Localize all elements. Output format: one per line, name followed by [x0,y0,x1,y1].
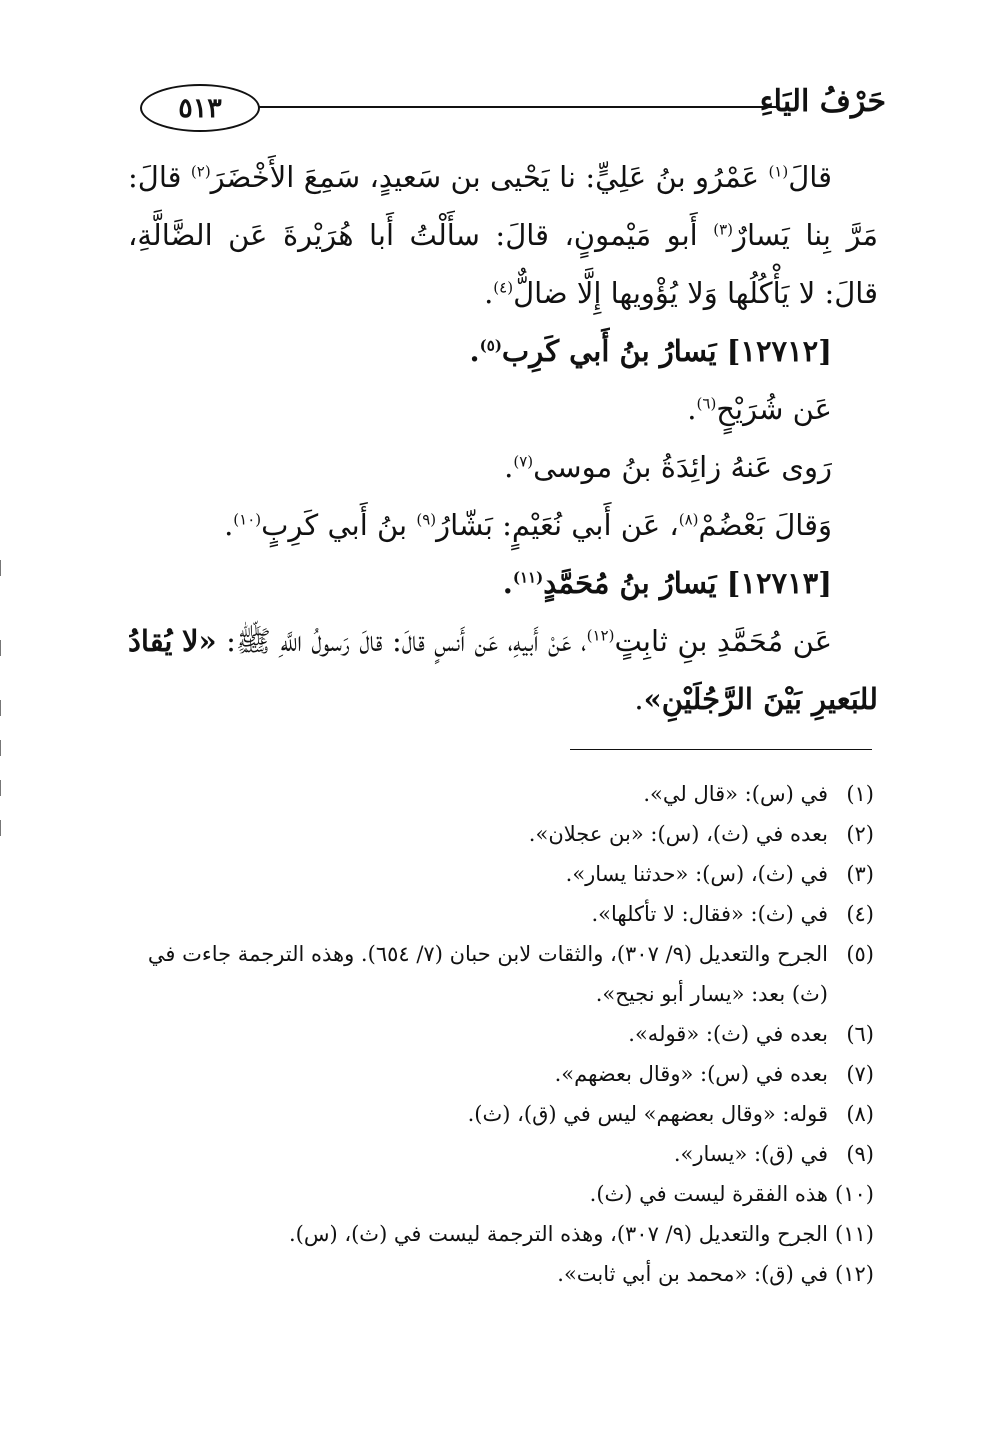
text-run: وَقالَ بَعْضُمْ [698,508,832,542]
footnote-number: (١١) [835,1222,874,1246]
text-run: . [687,392,697,426]
footnotes [124,774,874,1294]
text-run: . [484,276,494,310]
footnote-ref[interactable]: (٣) [713,220,734,239]
page-header [130,78,886,134]
footnote-text: بعده في (س): «وقال بعضهم». [554,1062,828,1086]
footnote-ref[interactable]: (٤) [493,278,514,297]
paragraph-hadith [128,612,878,728]
entry-title: [١٢٧١٣] يَسارُ بنُ مُحَمَّدٍ [543,566,832,600]
hadith-text: «لا [181,624,217,658]
text-run: قالَ [788,160,832,194]
margin-mark [0,700,1,716]
footnote-text: قوله: «وقال بعضهم» ليس في (ق)، (ث). [467,1102,828,1126]
footnote-number: (١٢) [835,1262,874,1286]
footnote-ref[interactable]: (١) [768,162,789,181]
text-run: يَسارٌ [733,218,790,252]
margin-mark [0,560,1,576]
entry-title: [١٢٧١٢] يَسارُ بنُ أَبي كَرِب [501,334,832,368]
footnote-text: الجرح والتعديل (٩/ ٣٠٧)، والثقات لابن حبان (٧/ ٦٥٤). وهذه الترجمة جاءت في [147,942,828,966]
text-run: يُؤْويها إِلَّا ضالٌّ [513,276,678,310]
footnote-text: في (ث): «فقال: لا تأكلها». [591,902,828,926]
footnote-number: (٢) [846,822,874,846]
footnote-number: (٨) [846,1102,874,1126]
text-run: أَبو مَيْمونٍ، قالَ: سأَلْتُ أَبا هُرَيْرةَ عَن الضَّالَّةِ، قالَ: لا يَأْكُلُها وَلا [128,218,878,310]
running-title: حَرْفُ اليَاءِ [759,84,886,119]
text-run: . [502,566,513,600]
footnote [124,814,874,854]
footnote-ref[interactable]: (٥) [479,336,502,355]
text-run: بنُ أَبي كَرِبٍ [261,508,417,542]
footnote [124,1014,874,1054]
footnote-ref[interactable]: (١٢) [586,626,615,645]
text-run: . [224,508,234,542]
text-run: رَوى عَنهُ زائِدَةُ بنُ موسى [533,450,832,484]
margin-mark [0,640,1,656]
footnote [124,934,874,974]
header-rule [258,106,778,108]
footnote-number: (٦) [846,1022,874,1046]
footnote [124,1254,874,1294]
footnote-ref[interactable]: (١١) [512,568,544,587]
text-run: عَن شُرَيْحٍ [716,392,832,426]
footnote-number: (١) [846,782,874,806]
footnote-number: (٤) [846,902,874,926]
entry-heading-12712 [128,322,878,380]
footnote-number: (٩) [846,1142,874,1166]
footnote [124,1094,874,1134]
hadith-text: يُقادُ للبَعيرِ بَيْنَ الرَّجُلَيْنِ» [128,624,878,716]
footnote-text: في (س): «قال لي». [643,782,828,806]
footnote [124,1174,874,1214]
footnote-number: (٧) [846,1062,874,1086]
footnote-text: في (ق): «محمد بن أبي ثابت». [557,1262,828,1286]
text-run: . [469,334,480,368]
footnote [124,1054,874,1094]
footnote-text: بعده في (ث)، (س): «بن عجلان». [528,822,828,846]
text-run: . [634,682,644,716]
footnote-number: (١٠) [835,1182,874,1206]
margin-mark [0,820,1,836]
footnote-ref[interactable]: (٧) [513,452,534,471]
footnote-ref[interactable]: (١٠) [233,510,262,529]
footnote-separator [570,749,872,750]
footnote-ref[interactable]: (٨) [678,510,699,529]
paragraph-prev-entry [128,148,878,322]
main-text [128,148,878,728]
footnote-ref[interactable]: (٩) [416,510,437,529]
text-run: عَن مُحَمَّدِ بنِ ثابِتٍ [614,624,832,658]
text-line [128,496,878,554]
footnote-text: بعده في (ث): «قوله». [628,1022,828,1046]
page-number: ٥١٣ [140,84,260,132]
text-line [128,438,878,496]
footnote [124,1214,874,1254]
text-run: قالَ: مَرَّ بِنا [128,160,878,252]
text-run: ، عَن أَبي نُعَيْمٍ: بَشّارُ [436,508,679,542]
text-line [128,380,878,438]
footnote [124,854,874,894]
footnote-ref[interactable]: (٢) [190,162,211,181]
footnote-text: في (ق): «يسار». [673,1142,828,1166]
footnote-ref[interactable]: (٦) [696,394,717,413]
footnote-text: هذه الفقرة ليست في (ث). [589,1182,828,1206]
footnote-text: (ث) بعد: «يسار أبو نجيح». [595,982,828,1006]
footnote [124,774,874,814]
footnote-number: (٣) [846,862,874,886]
footnote-text: الجرح والتعديل (٩/ ٣٠٧)، وهذه الترجمة ليست في (ث)، (س). [288,1222,828,1246]
margin-mark [0,740,1,756]
entry-heading-12713 [128,554,878,612]
text-run: عَمْرُو بنُ عَلِيٍّ: نا يَحْيى بن سَعيدٍ، سَمِعَ الأَخْضَرَ [210,160,769,194]
margin-mark [0,780,1,796]
text-run: ، عَنْ أَبيهِ، عَن أَنسٍ قالَ: قالَ رَسولُ اللَّهِ ﷺ: [216,624,587,658]
footnote [124,1134,874,1174]
footnote [124,894,874,934]
footnote-continuation [124,974,874,1014]
footnote-number: (٥) [846,942,874,966]
footnote-text: في (ث)، (س): «حدثنا يسار». [565,862,828,886]
text-run: . [504,450,514,484]
